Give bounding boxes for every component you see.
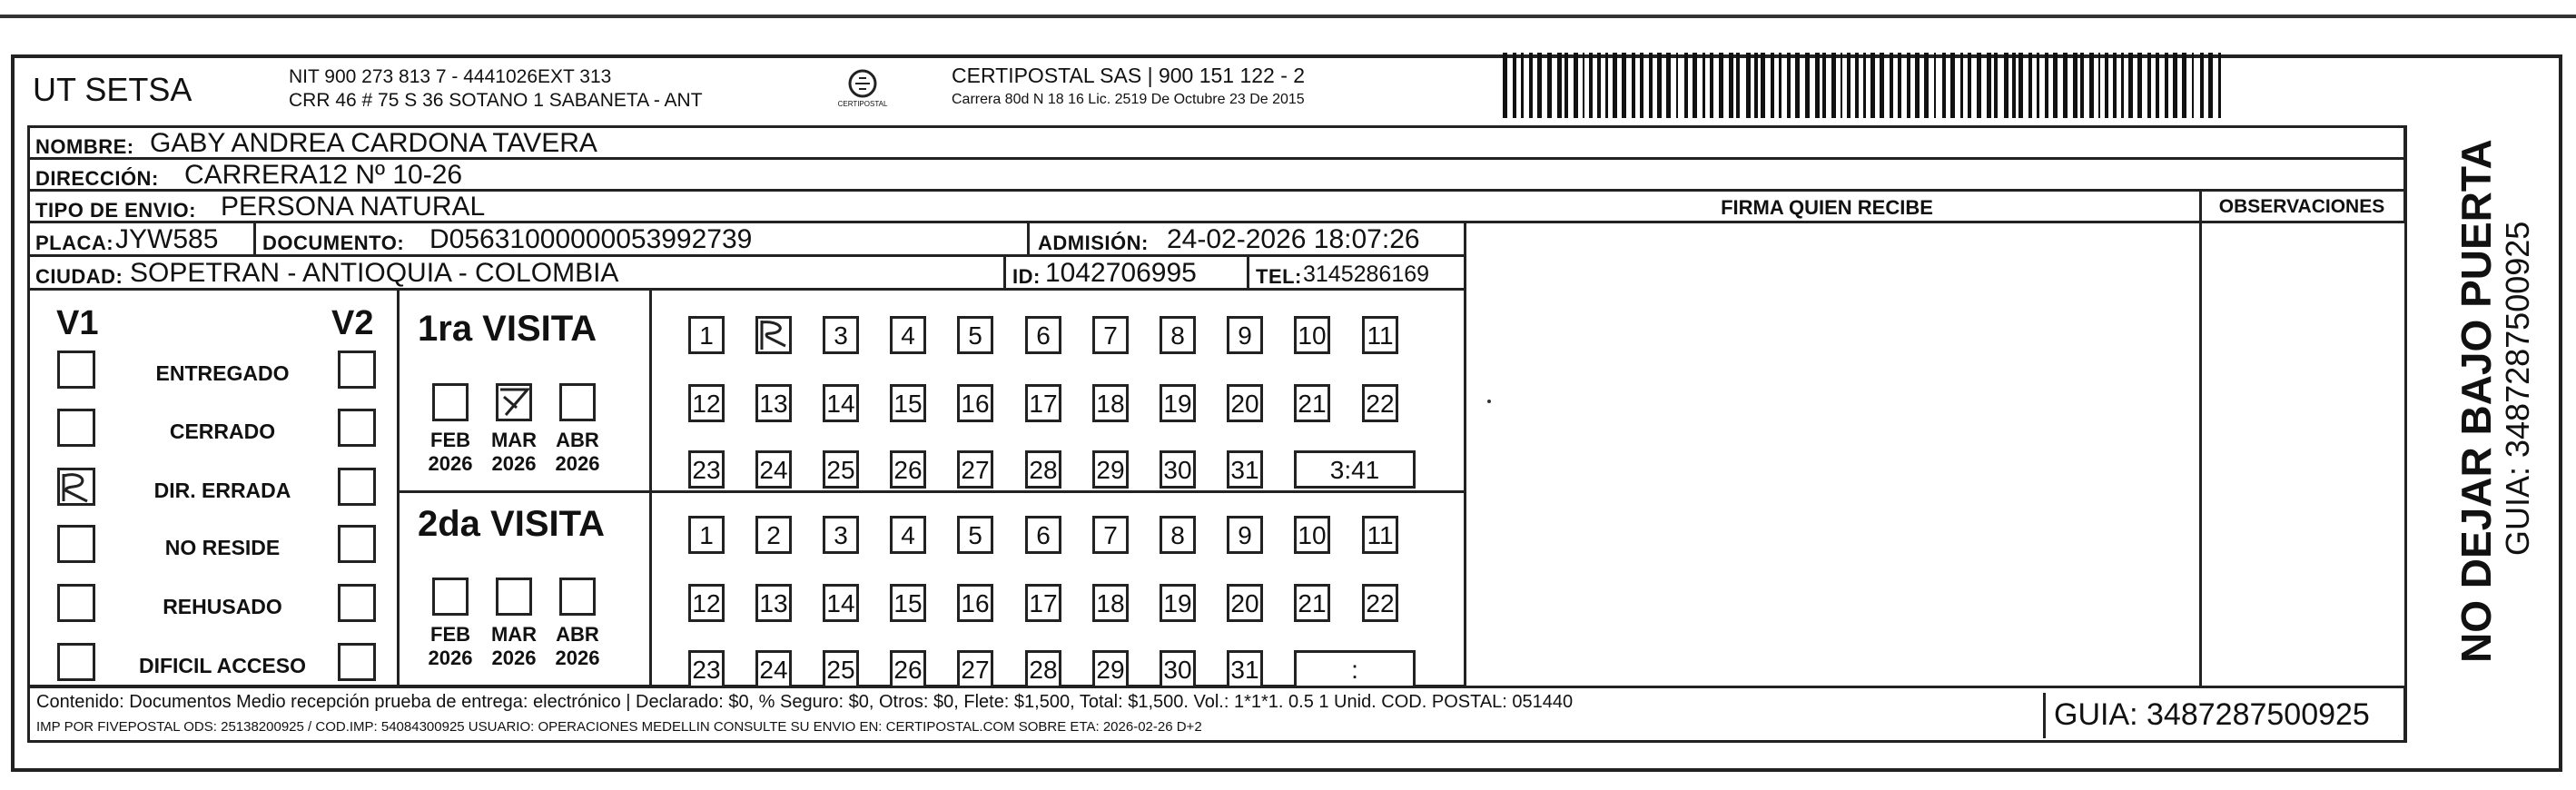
- status-option-label: ENTREGADO: [155, 361, 290, 385]
- documento-label: DOCUMENTO:: [262, 232, 405, 254]
- barcode-bar: [1779, 53, 1781, 118]
- visit2-day-14[interactable]: 14: [823, 584, 859, 622]
- barcode-bar: [1890, 53, 1893, 118]
- v1-checkbox-dificil-acceso[interactable]: [57, 643, 95, 681]
- visit2-title: 2da VISITA: [418, 504, 605, 544]
- barcode-bar: [1583, 53, 1584, 118]
- visit2-day-12[interactable]: 12: [688, 584, 725, 622]
- v2-checkbox-dificil-acceso[interactable]: [338, 643, 376, 681]
- barcode-bar: [1622, 53, 1626, 118]
- obs-left-border: [2199, 189, 2202, 686]
- status-option-label: DIR. ERRADA: [153, 479, 291, 502]
- barcode-bar: [1657, 53, 1662, 118]
- visit2-day-25[interactable]: 25: [823, 650, 859, 688]
- visit1-day-9[interactable]: 9: [1227, 316, 1263, 354]
- v1-checkbox-no-reside[interactable]: [57, 525, 95, 563]
- status-option-label: REHUSADO: [163, 595, 282, 618]
- month-label: MAR: [490, 623, 538, 646]
- visit1-day-15[interactable]: 15: [890, 384, 926, 422]
- barcode-bar: [1676, 53, 1678, 118]
- barcode-bar: [1880, 53, 1884, 118]
- visit1-day-6[interactable]: 6: [1025, 316, 1061, 354]
- visit2-day-11[interactable]: 11: [1362, 516, 1398, 554]
- barcode-bar: [1942, 53, 1946, 118]
- observaciones-header: OBSERVACIONES: [2218, 196, 2385, 217]
- logo-text: CERTIPOSTAL: [837, 100, 888, 108]
- visit1-title: 1ra VISITA: [418, 309, 597, 349]
- barcode-bar: [2165, 53, 2168, 118]
- barcode-bar: [1815, 53, 1820, 118]
- visit2-day-19[interactable]: 19: [1160, 584, 1196, 622]
- ciudad-value: SOPETRAN - ANTIOQUIA - COLOMBIA: [130, 258, 619, 288]
- visit1-day-18[interactable]: 18: [1092, 384, 1129, 422]
- barcode-bar: [2121, 53, 2124, 118]
- visit2-day-18[interactable]: 18: [1092, 584, 1129, 622]
- barcode-bar: [2105, 53, 2108, 118]
- visit1-day-20[interactable]: 20: [1227, 384, 1263, 422]
- barcode-bar: [2037, 53, 2039, 118]
- barcode-bar: [2208, 53, 2213, 118]
- v2-checkbox-dir-errada[interactable]: [338, 468, 376, 506]
- barcode-bar: [2089, 53, 2094, 118]
- barcode-bar: [2137, 53, 2142, 118]
- id-value: 1042706995: [1045, 258, 1197, 288]
- visit1-day-3[interactable]: 3: [823, 316, 859, 354]
- tipo-label: TIPO DE ENVIO:: [35, 199, 196, 222]
- barcode-bar: [2218, 53, 2221, 118]
- year-label: 2026: [555, 647, 600, 669]
- barcode-bar: [1666, 53, 1671, 118]
- barcode-bar: [1513, 53, 1516, 118]
- carrier-license: Carrera 80d N 18 16 Lic. 2519 De Octubre 23 De 2015: [952, 92, 1305, 107]
- footer-content: Contenido: Documentos Medio recepción prueba de entrega: electrónico | Declarado: $0, % Seguro: $0, Otros: $0, Flete: $1,500, Total: $1,500. Vol.: 1*1*1. 0.5 1 Unid. COD. POSTAL: 051440: [36, 692, 1574, 712]
- v1-checkbox-dir-errada[interactable]: [57, 468, 95, 506]
- barcode-bar: [1822, 53, 1826, 118]
- visit1-day-5[interactable]: 5: [957, 316, 993, 354]
- admision-label: ADMISIÓN:: [1038, 232, 1149, 254]
- no-dejar-bajo-puerta: NO DEJAR BAJO PUERTA: [2453, 139, 2500, 663]
- barcode-bar: [1649, 53, 1653, 118]
- barcode-bar: [1736, 53, 1740, 118]
- month-label: MAR: [490, 429, 538, 451]
- barcode-bar: [1950, 53, 1955, 118]
- footer-print-info: IMP POR FIVEPOSTAL ODS: 25138200925 / COD.IMP: 54084300925 USUARIO: OPERACIONES MEDELLIN CONSULTE SU ENVIO EN: CERTIPOSTAL.COM SOBRE ETA: 2026-02-26 D+2: [36, 719, 1202, 735]
- visit1-day-16[interactable]: 16: [957, 384, 993, 422]
- barcode-bar: [2200, 53, 2204, 118]
- visit1-day-1[interactable]: 1: [688, 316, 725, 354]
- visit1-day-23[interactable]: 23: [688, 450, 725, 489]
- barcode-bar: [1589, 53, 1593, 118]
- visit1-day-26[interactable]: 26: [890, 450, 926, 489]
- visit1-day-11[interactable]: 11: [1362, 316, 1398, 354]
- v1-header: V1: [56, 304, 99, 342]
- visit2-month-mar: [487, 623, 541, 670]
- barcode-bar: [1907, 53, 1910, 118]
- id-label: ID:: [1012, 265, 1041, 288]
- visit1-month-feb: [423, 429, 478, 476]
- visit2-day-10[interactable]: 10: [1294, 516, 1330, 554]
- barcode-bar: [2182, 53, 2186, 118]
- tipo-value: PERSONA NATURAL: [221, 192, 486, 222]
- barcode-bar: [1574, 53, 1578, 118]
- status-option-label: DIFICIL ACCESO: [138, 654, 306, 677]
- visit2-day-8[interactable]: 8: [1160, 516, 1196, 554]
- barcode-bar: [1640, 53, 1643, 118]
- barcode-bar: [1719, 53, 1723, 118]
- barcode-bar: [1632, 53, 1635, 118]
- barcode-bar: [1847, 53, 1851, 118]
- barcode-bar: [1787, 53, 1791, 118]
- barcode-bar: [1703, 53, 1705, 118]
- visit2-day-20[interactable]: 20: [1227, 584, 1263, 622]
- year-label: 2026: [491, 452, 537, 475]
- barcode-bar: [1831, 53, 1836, 118]
- visit2-month-abr: [550, 623, 605, 670]
- row-placa: [27, 221, 1466, 257]
- barcode-bar: [1870, 53, 1875, 118]
- barcode-bar: [1547, 53, 1552, 118]
- visit2-day-9[interactable]: 9: [1227, 516, 1263, 554]
- year-label: 2026: [555, 452, 600, 475]
- admision-value: 24-02-2026 18:07:26: [1167, 224, 1420, 254]
- status-option-label: NO RESIDE: [164, 536, 281, 559]
- barcode-bar: [1605, 53, 1608, 118]
- tel-label: TEL:: [1256, 265, 1302, 288]
- row-nombre: [27, 125, 2406, 160]
- visit2-day-3[interactable]: 3: [823, 516, 859, 554]
- check-mark-icon: [498, 386, 529, 419]
- visit1-month-mar-checkbox[interactable]: [496, 383, 532, 421]
- visit2-day-7[interactable]: 7: [1092, 516, 1129, 554]
- barcode-bar: [1771, 53, 1774, 118]
- barcode-bar: [2028, 53, 2032, 118]
- visit2-month-feb-checkbox[interactable]: [432, 578, 469, 616]
- barcode-bar: [1529, 53, 1533, 118]
- visit2-day-26[interactable]: 26: [890, 650, 926, 688]
- visit2-month-abr-checkbox[interactable]: [559, 578, 596, 616]
- v2-checkbox-entregado[interactable]: [338, 351, 376, 389]
- barcode-bar: [1613, 53, 1617, 118]
- barcode-bar: [1557, 53, 1562, 118]
- barcode-bar: [1710, 53, 1713, 118]
- barcode-bar: [1915, 53, 1920, 118]
- visit2-month-mar-checkbox[interactable]: [496, 578, 532, 616]
- visit1-day-22[interactable]: 22: [1362, 384, 1398, 422]
- company-address: CRR 46 # 75 S 36 SOTANO 1 SABANETA - ANT: [289, 90, 703, 111]
- visit1-day-24[interactable]: 24: [755, 450, 792, 489]
- visit1-month-mar: [487, 429, 541, 476]
- firma-dot: [1487, 400, 1491, 403]
- carrier-name: CERTIPOSTAL SAS | 900 151 122 - 2: [952, 64, 1306, 87]
- barcode-bar: [2173, 53, 2177, 118]
- barcode-bar: [1597, 53, 1601, 118]
- barcode-bar: [2080, 53, 2084, 118]
- visit2-day-28[interactable]: 28: [1025, 650, 1061, 688]
- barcode-bar: [1761, 53, 1765, 118]
- visit1-day-30[interactable]: 30: [1160, 450, 1196, 489]
- barcode-bar: [1795, 53, 1800, 118]
- year-label: 2026: [491, 647, 537, 669]
- barcode-bar: [1537, 53, 1542, 118]
- v2-checkbox-no-reside[interactable]: [338, 525, 376, 563]
- year-label: 2026: [428, 647, 473, 669]
- visit2-day-15[interactable]: 15: [890, 584, 926, 622]
- barcode-bar: [2012, 53, 2016, 118]
- barcode: [1503, 53, 2229, 118]
- visit2-time-box[interactable]: :: [1294, 650, 1416, 688]
- visit2-day-22[interactable]: 22: [1362, 584, 1398, 622]
- barcode-bar: [1841, 53, 1842, 118]
- month-label: ABR: [556, 623, 599, 646]
- visit1-day-13[interactable]: 13: [755, 384, 792, 422]
- company-name: UT SETSA: [33, 71, 192, 108]
- visit1-month-feb-checkbox[interactable]: [432, 383, 469, 421]
- barcode-bar: [1746, 53, 1751, 118]
- barcode-bar: [2192, 53, 2194, 118]
- documento-value: D05631000000053992739: [429, 224, 753, 254]
- visit1-day-27[interactable]: 27: [957, 450, 993, 489]
- placa-value: JYW585: [115, 224, 219, 254]
- v1-checkbox-entregado[interactable]: [57, 351, 95, 389]
- placa-label: PLACA:: [35, 232, 114, 254]
- v1-checkbox-cerrado[interactable]: [57, 409, 95, 447]
- visit1-day-17[interactable]: 17: [1025, 384, 1061, 422]
- status-option-label: CERRADO: [169, 420, 276, 443]
- visit2-day-24[interactable]: 24: [755, 650, 792, 688]
- barcode-bar: [2113, 53, 2117, 118]
- month-label: ABR: [556, 429, 599, 451]
- barcode-bar: [2018, 53, 2023, 118]
- visit1-day-12[interactable]: 12: [688, 384, 725, 422]
- barcode-bar: [1503, 53, 1507, 118]
- visit2-month-feb: [423, 623, 478, 670]
- month-label: FEB: [430, 623, 470, 646]
- barcode-bar: [2128, 53, 2133, 118]
- barcode-bar: [1564, 53, 1568, 118]
- tel-value: 3145286169: [1303, 262, 1430, 287]
- visit1-time-box[interactable]: 3:41: [1294, 450, 1416, 489]
- visit2-day-2[interactable]: 2: [755, 516, 792, 554]
- visit1-day-7[interactable]: 7: [1092, 316, 1129, 354]
- visit1-day-10[interactable]: 10: [1294, 316, 1330, 354]
- visit2-day-30[interactable]: 30: [1160, 650, 1196, 688]
- barcode-bar: [1521, 53, 1524, 118]
- top-edge-line: [0, 9, 2576, 18]
- visit1-day-2[interactable]: [755, 316, 792, 354]
- barcode-bar: [1693, 53, 1697, 118]
- visit2-day-6[interactable]: 6: [1025, 516, 1061, 554]
- visit2-day-27[interactable]: 27: [957, 650, 993, 688]
- visit2-day-29[interactable]: 29: [1092, 650, 1129, 688]
- v1-checkbox-rehusado[interactable]: [57, 584, 95, 622]
- direccion-value: CARRERA12 Nº 10-26: [184, 160, 463, 190]
- visit2-day-4[interactable]: 4: [890, 516, 926, 554]
- visit2-day-5[interactable]: 5: [957, 516, 993, 554]
- company-nit: NIT 900 273 813 7 - 4441026EXT 313: [289, 66, 612, 87]
- direccion-label: DIRECCIÓN:: [35, 167, 159, 190]
- barcode-bar: [2045, 53, 2048, 118]
- barcode-bar: [2156, 53, 2159, 118]
- barcode-bar: [2147, 53, 2151, 118]
- barcode-bar: [1754, 53, 1758, 118]
- visit2-day-17[interactable]: 17: [1025, 584, 1061, 622]
- visit1-day-28[interactable]: 28: [1025, 450, 1061, 489]
- check-mark-icon: [758, 319, 789, 351]
- nombre-label: NOMBRE:: [35, 135, 134, 158]
- barcode-bar: [2073, 53, 2078, 118]
- v2-checkbox-rehusado[interactable]: [338, 584, 376, 622]
- barcode-bar: [1977, 53, 1981, 118]
- certipostal-logo: [835, 64, 890, 118]
- barcode-bar: [1924, 53, 1929, 118]
- visit1-month-abr: [550, 429, 605, 476]
- barcode-bar: [1805, 53, 1810, 118]
- v2-checkbox-cerrado[interactable]: [338, 409, 376, 447]
- visit1-day-31[interactable]: 31: [1227, 450, 1263, 489]
- visit1-day-4[interactable]: 4: [890, 316, 926, 354]
- visit1-day-25[interactable]: 25: [823, 450, 859, 489]
- visit2-day-31[interactable]: 31: [1227, 650, 1263, 688]
- firma-header: FIRMA QUIEN RECIBE: [1721, 196, 1933, 219]
- barcode-bar: [1934, 53, 1936, 118]
- visit1-day-19[interactable]: 19: [1160, 384, 1196, 422]
- barcode-bar: [1855, 53, 1859, 118]
- footer-guia: GUIA: 3487287500925: [2054, 697, 2370, 732]
- visit1-day-14[interactable]: 14: [823, 384, 859, 422]
- year-label: 2026: [428, 452, 473, 475]
- barcode-bar: [1987, 53, 1991, 118]
- ciudad-label: CIUDAD:: [35, 265, 123, 288]
- barcode-bar: [2004, 53, 2008, 118]
- month-label: FEB: [430, 429, 470, 451]
- side-guia: GUIA: 3487287500925: [2499, 221, 2536, 556]
- visit1-day-8[interactable]: 8: [1160, 316, 1196, 354]
- visit2-day-23[interactable]: 23: [688, 650, 725, 688]
- barcode-bar: [2063, 53, 2068, 118]
- barcode-bar: [2053, 53, 2058, 118]
- barcode-bar: [1684, 53, 1688, 118]
- visit1-month-abr-checkbox[interactable]: [559, 383, 596, 421]
- visit1-day-21[interactable]: 21: [1294, 384, 1330, 422]
- visit2-day-1[interactable]: 1: [688, 516, 725, 554]
- right-border: [2404, 125, 2407, 743]
- visit2-day-21[interactable]: 21: [1294, 584, 1330, 622]
- visit1-day-29[interactable]: 29: [1092, 450, 1129, 489]
- barcode-bar: [1863, 53, 1866, 118]
- visit2-day-16[interactable]: 16: [957, 584, 993, 622]
- v2-header: V2: [331, 304, 374, 342]
- nombre-value: GABY ANDREA CARDONA TAVERA: [150, 128, 597, 158]
- barcode-bar: [1994, 53, 1998, 118]
- barcode-bar: [1898, 53, 1901, 118]
- visit2-day-13[interactable]: 13: [755, 584, 792, 622]
- barcode-bar: [1960, 53, 1963, 118]
- barcode-bar: [2098, 53, 2100, 118]
- check-mark-icon: [60, 470, 93, 503]
- row-direccion: [27, 157, 2406, 192]
- barcode-bar: [1968, 53, 1971, 118]
- barcode-bar: [1729, 53, 1733, 118]
- row-ciudad: [27, 254, 1466, 291]
